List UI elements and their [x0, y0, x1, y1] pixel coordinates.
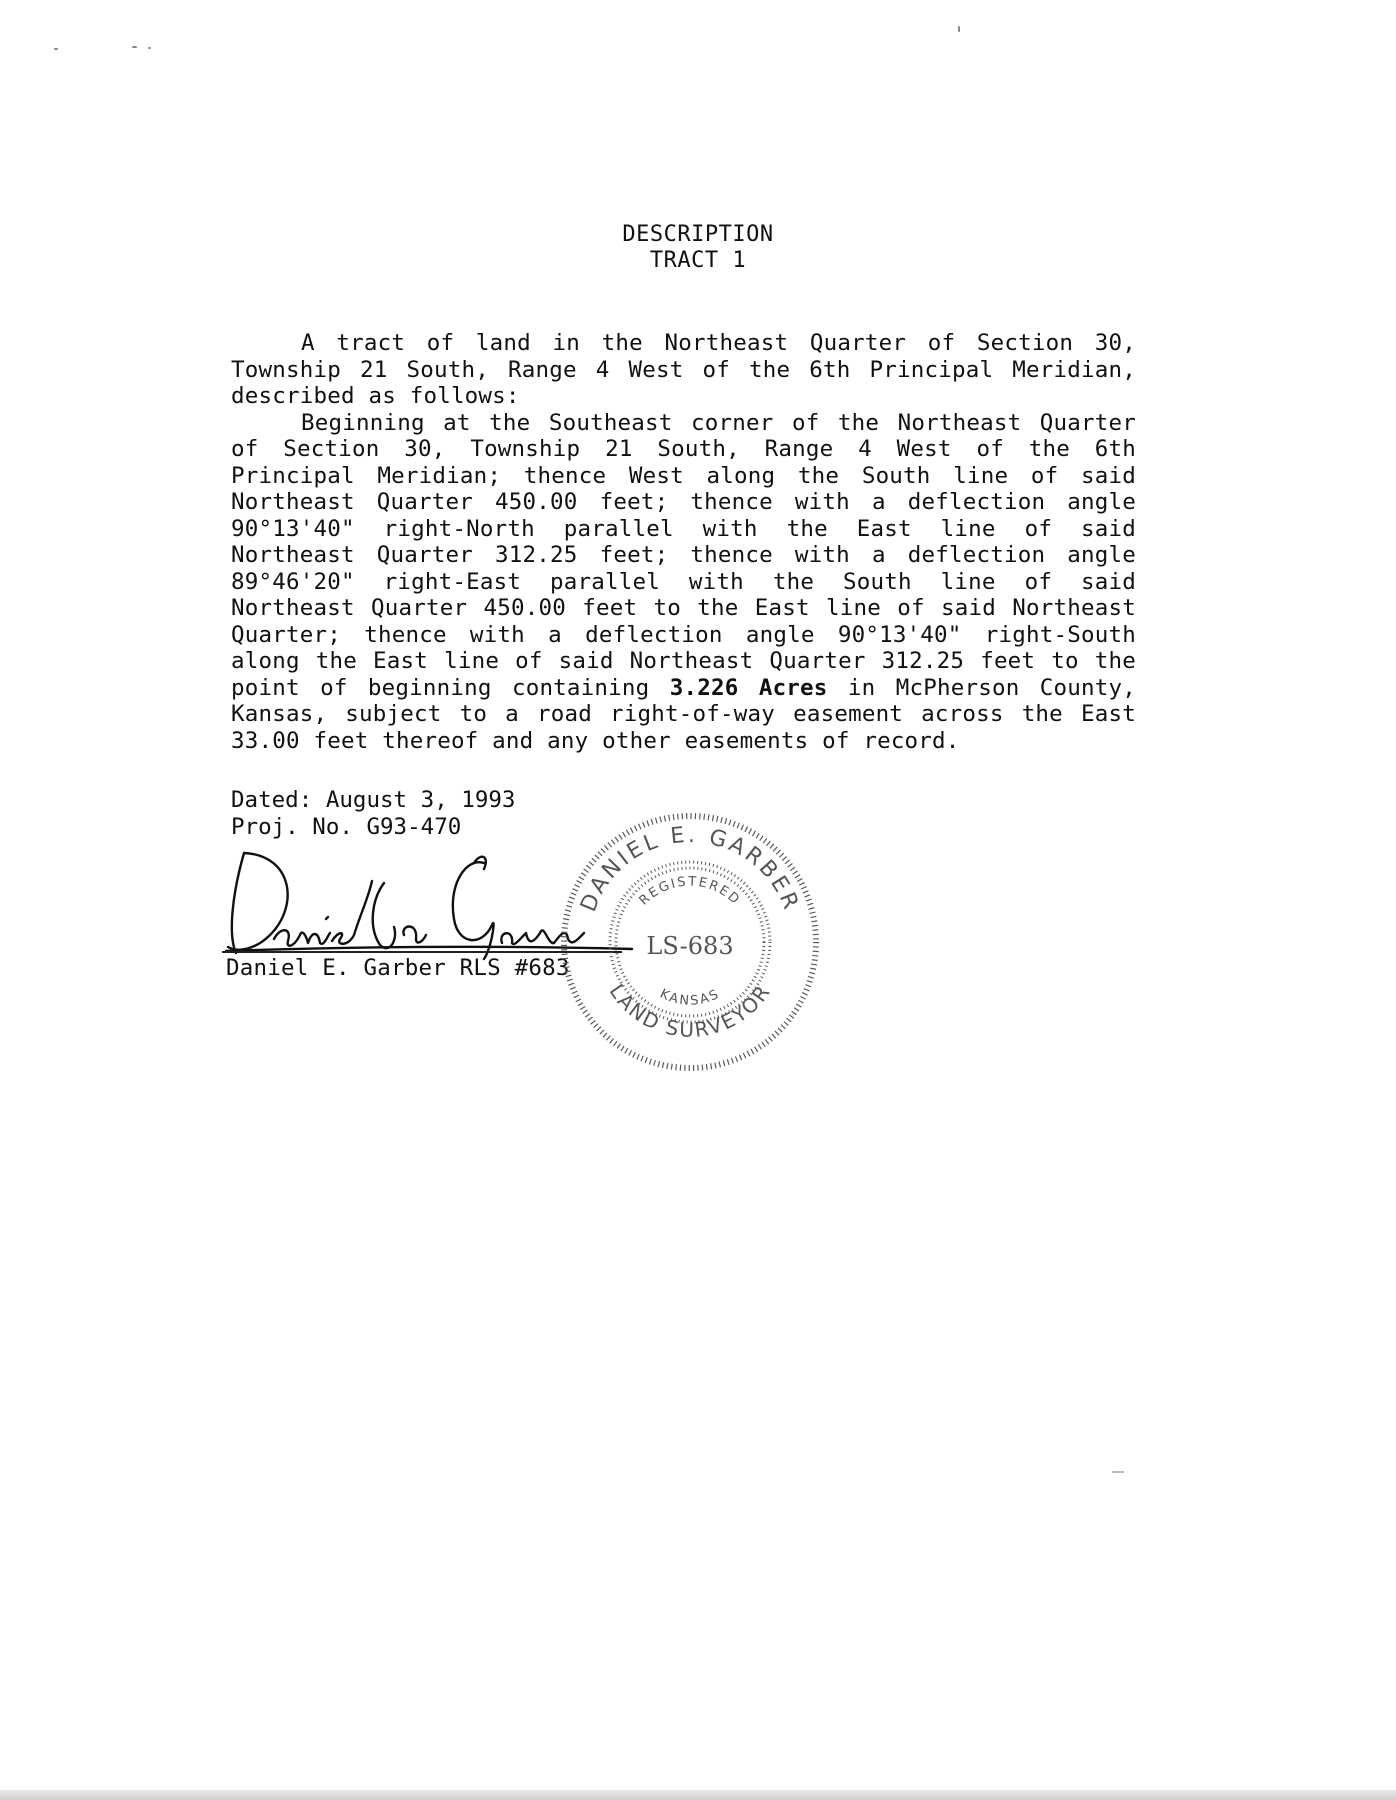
seal-outer-text: DANIEL E. GARBER	[576, 822, 804, 916]
scan-speck	[958, 26, 960, 32]
dated-line: Dated: August 3, 1993	[231, 787, 516, 813]
document-subheading: TRACT 1	[649, 248, 747, 273]
project-number-line: Proj. No. G93-470	[231, 814, 462, 840]
surveyor-seal-stamp	[560, 812, 820, 1072]
document-meta	[231, 787, 515, 841]
scan-speck	[148, 47, 151, 49]
description-paragraph	[231, 410, 1136, 755]
description-text-end: in McPherson County, Kansas, subject to a road right-of-way easement across the East 33.00 feet thereof and any other easements of record.	[231, 674, 1137, 754]
legal-description	[231, 330, 1136, 754]
seal-center-text: LS-683	[646, 932, 734, 960]
seal-inner-top-text: REGISTERED	[636, 874, 744, 909]
seal-inner-bottom-text: KANSAS	[657, 986, 723, 1009]
seal-outer-bottom-text: LAND SURVEYOR	[604, 979, 776, 1042]
description-text-start: Beginning at the Southeast corner of the Northeast Quarter of Section 30, Township 21 South, Range 4 West of the 6th Principal Meridian; thence West along the South line of said Northeast Quarter 450.00 feet; thence with a deflection angle 90°13'40" right-North parallel with the East line of said Northeast Quarter 312.25 feet; thence with a deflection angle 89°46'20" right-East parallel with the South line of said Northeast Quarter 450.00 feet to the East line of said Northeast Quarter; thence with a deflection angle 90°13'40" right-South along the East line of said Northeast Quarter 312.25 feet to the point of beginning containing	[231, 409, 1136, 701]
acreage-value: 3.226 Acres	[669, 674, 828, 701]
scan-speck	[132, 46, 137, 48]
document-heading: DESCRIPTION	[622, 222, 774, 247]
title-block	[0, 222, 1396, 274]
scan-bottom-edge	[0, 1790, 1396, 1800]
signer-name: Daniel E. Garber RLS #683	[226, 955, 570, 981]
svg-text:LAND SURVEYOR	[605, 979, 776, 1041]
scan-speck	[54, 48, 58, 50]
scan-speck	[1112, 1471, 1124, 1473]
intro-paragraph: A tract of land in the Northeast Quarter of Section 30, Township 21 South, Range 4 West of the 6th Principal Meridian, described as follows:	[231, 330, 1136, 409]
svg-text:KANSAS	[657, 986, 722, 1008]
